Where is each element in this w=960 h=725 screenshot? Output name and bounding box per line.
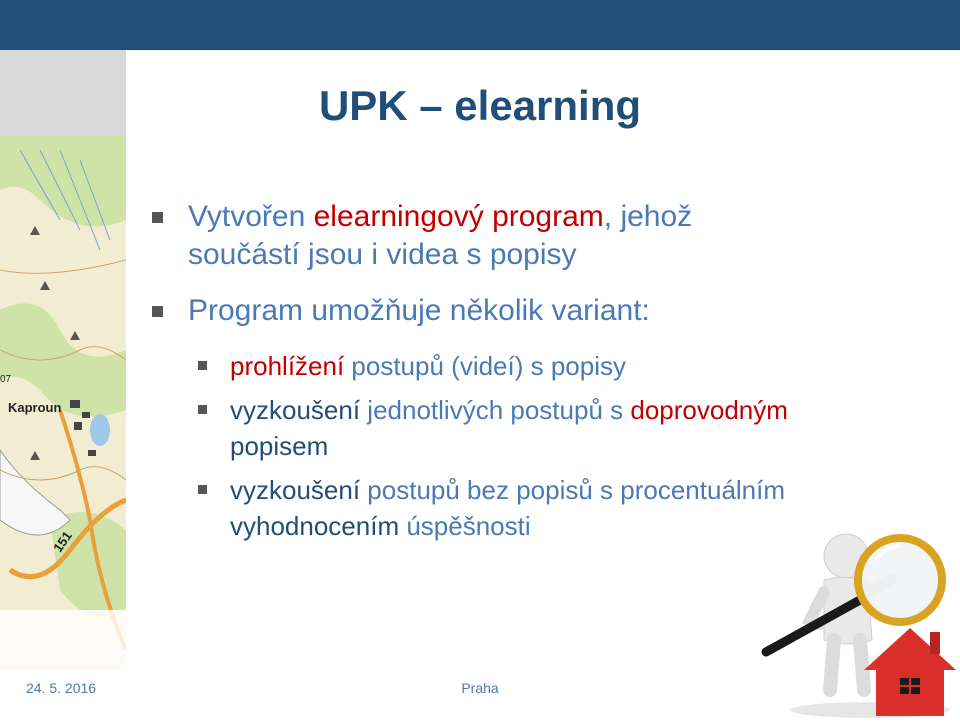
footer-place: Praha	[461, 680, 499, 696]
square-bullet-icon	[198, 361, 207, 370]
square-bullet-icon	[152, 212, 163, 223]
sub-bullet-3: vyzkoušení postupů bez popisů s procentuálním vyhodnocením úspěšnosti	[194, 472, 868, 544]
square-bullet-icon	[198, 405, 207, 414]
map-label-town: Kaproun	[8, 400, 62, 415]
footer-date: 24. 5. 2016	[26, 680, 97, 696]
house-icon	[864, 628, 956, 716]
square-bullet-icon	[198, 485, 207, 494]
sub-bullet-1: prohlížení postupů (videí) s popisy	[194, 348, 868, 384]
top-bar	[0, 0, 960, 50]
bullet-2: Program umožňuje několik variant:	[148, 292, 868, 330]
topographic-map-illustration	[0, 50, 126, 670]
square-bullet-icon	[152, 306, 163, 317]
map-label-road: 07	[0, 374, 12, 385]
slide-title: UPK – elearning	[318, 82, 642, 129]
map-label-road-number: 151	[50, 528, 75, 555]
magnifier-figure-illustration	[760, 520, 960, 720]
bullet-1: Vytvořen elearningový program, jehož součástí jsou i videa s popisy	[148, 198, 868, 274]
slide-content	[148, 198, 868, 552]
sub-bullet-2: vyzkoušení jednotlivých postupů s doprovodným popisem	[194, 392, 868, 464]
highlight-text: elearningový program	[313, 200, 604, 233]
